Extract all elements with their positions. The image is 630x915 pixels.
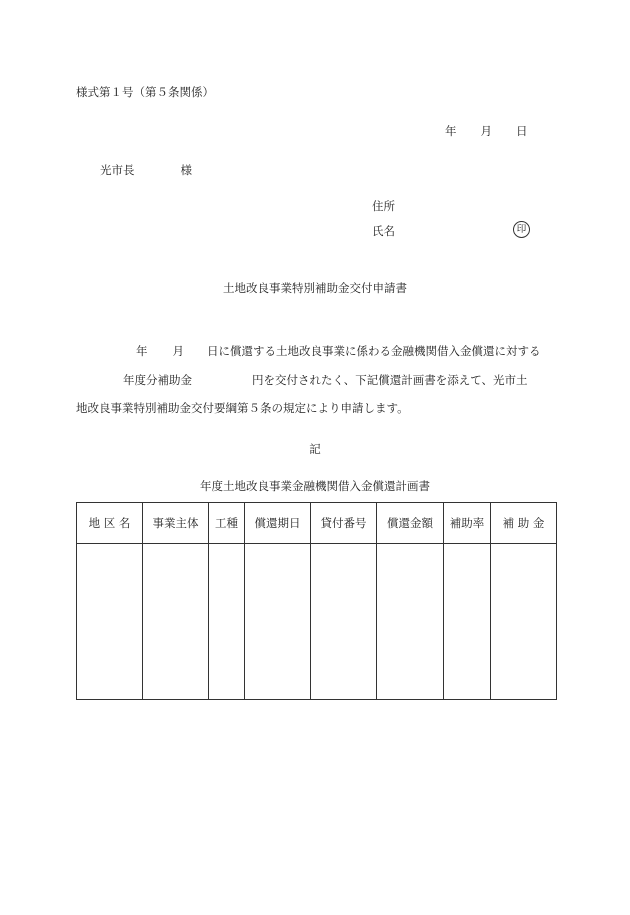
col-repayment-date: 償還期日 xyxy=(245,503,311,544)
cell-subsidy-rate[interactable] xyxy=(444,544,491,700)
date-day-label: 日 xyxy=(516,124,528,138)
cell-district-name[interactable] xyxy=(77,544,143,700)
body-year: 年 xyxy=(136,344,148,358)
cell-repayment-date[interactable] xyxy=(245,544,311,700)
body-subsidy-year: 年度分補助金 xyxy=(123,373,192,387)
body-line-3: 地改良事業特別補助金交付要綱第５条の規定により申請します。 xyxy=(76,401,409,415)
date-month-label: 月 xyxy=(480,124,492,138)
repayment-plan-table xyxy=(76,502,557,700)
date-line xyxy=(445,123,528,139)
body-line-1 xyxy=(136,343,541,359)
form-number: 様式第１号（第５条関係） xyxy=(76,85,214,99)
body-month: 月 xyxy=(172,344,184,358)
ki-heading: 記 xyxy=(309,442,321,456)
body-line-2 xyxy=(123,372,528,388)
addressee-mayor: 光市長 xyxy=(100,163,135,177)
col-work-type: 工種 xyxy=(209,503,245,544)
cell-project-entity[interactable] xyxy=(143,544,209,700)
addressee xyxy=(100,162,192,178)
body-line-2-rest: 円を交付されたく、下記償還計画書を添えて、光市土 xyxy=(252,373,528,387)
col-district-name: 地 区 名 xyxy=(77,503,143,544)
body-line-1-rest: 日に償還する土地改良事業に係わる金融機関借入金償還に対する xyxy=(207,344,541,358)
col-subsidy-amount: 補 助 金 xyxy=(491,503,557,544)
seal-mark: 印 xyxy=(513,221,530,238)
date-year-label: 年 xyxy=(445,124,457,138)
name-label: 氏名 xyxy=(372,224,395,238)
col-repayment-amount: 償還金額 xyxy=(377,503,444,544)
cell-subsidy-amount[interactable] xyxy=(491,544,557,700)
plan-title: 年度土地改良事業金融機関借入金償還計画書 xyxy=(200,479,430,493)
col-project-entity: 事業主体 xyxy=(143,503,209,544)
col-loan-number: 貸付番号 xyxy=(311,503,377,544)
address-label: 住所 xyxy=(372,199,395,213)
table-header-row xyxy=(77,503,557,544)
document-title: 土地改良事業特別補助金交付申請書 xyxy=(223,281,407,295)
cell-work-type[interactable] xyxy=(209,544,245,700)
cell-loan-number[interactable] xyxy=(311,544,377,700)
cell-repayment-amount[interactable] xyxy=(377,544,444,700)
addressee-honorific: 様 xyxy=(180,163,192,177)
col-subsidy-rate: 補助率 xyxy=(444,503,491,544)
table-row xyxy=(77,544,557,700)
